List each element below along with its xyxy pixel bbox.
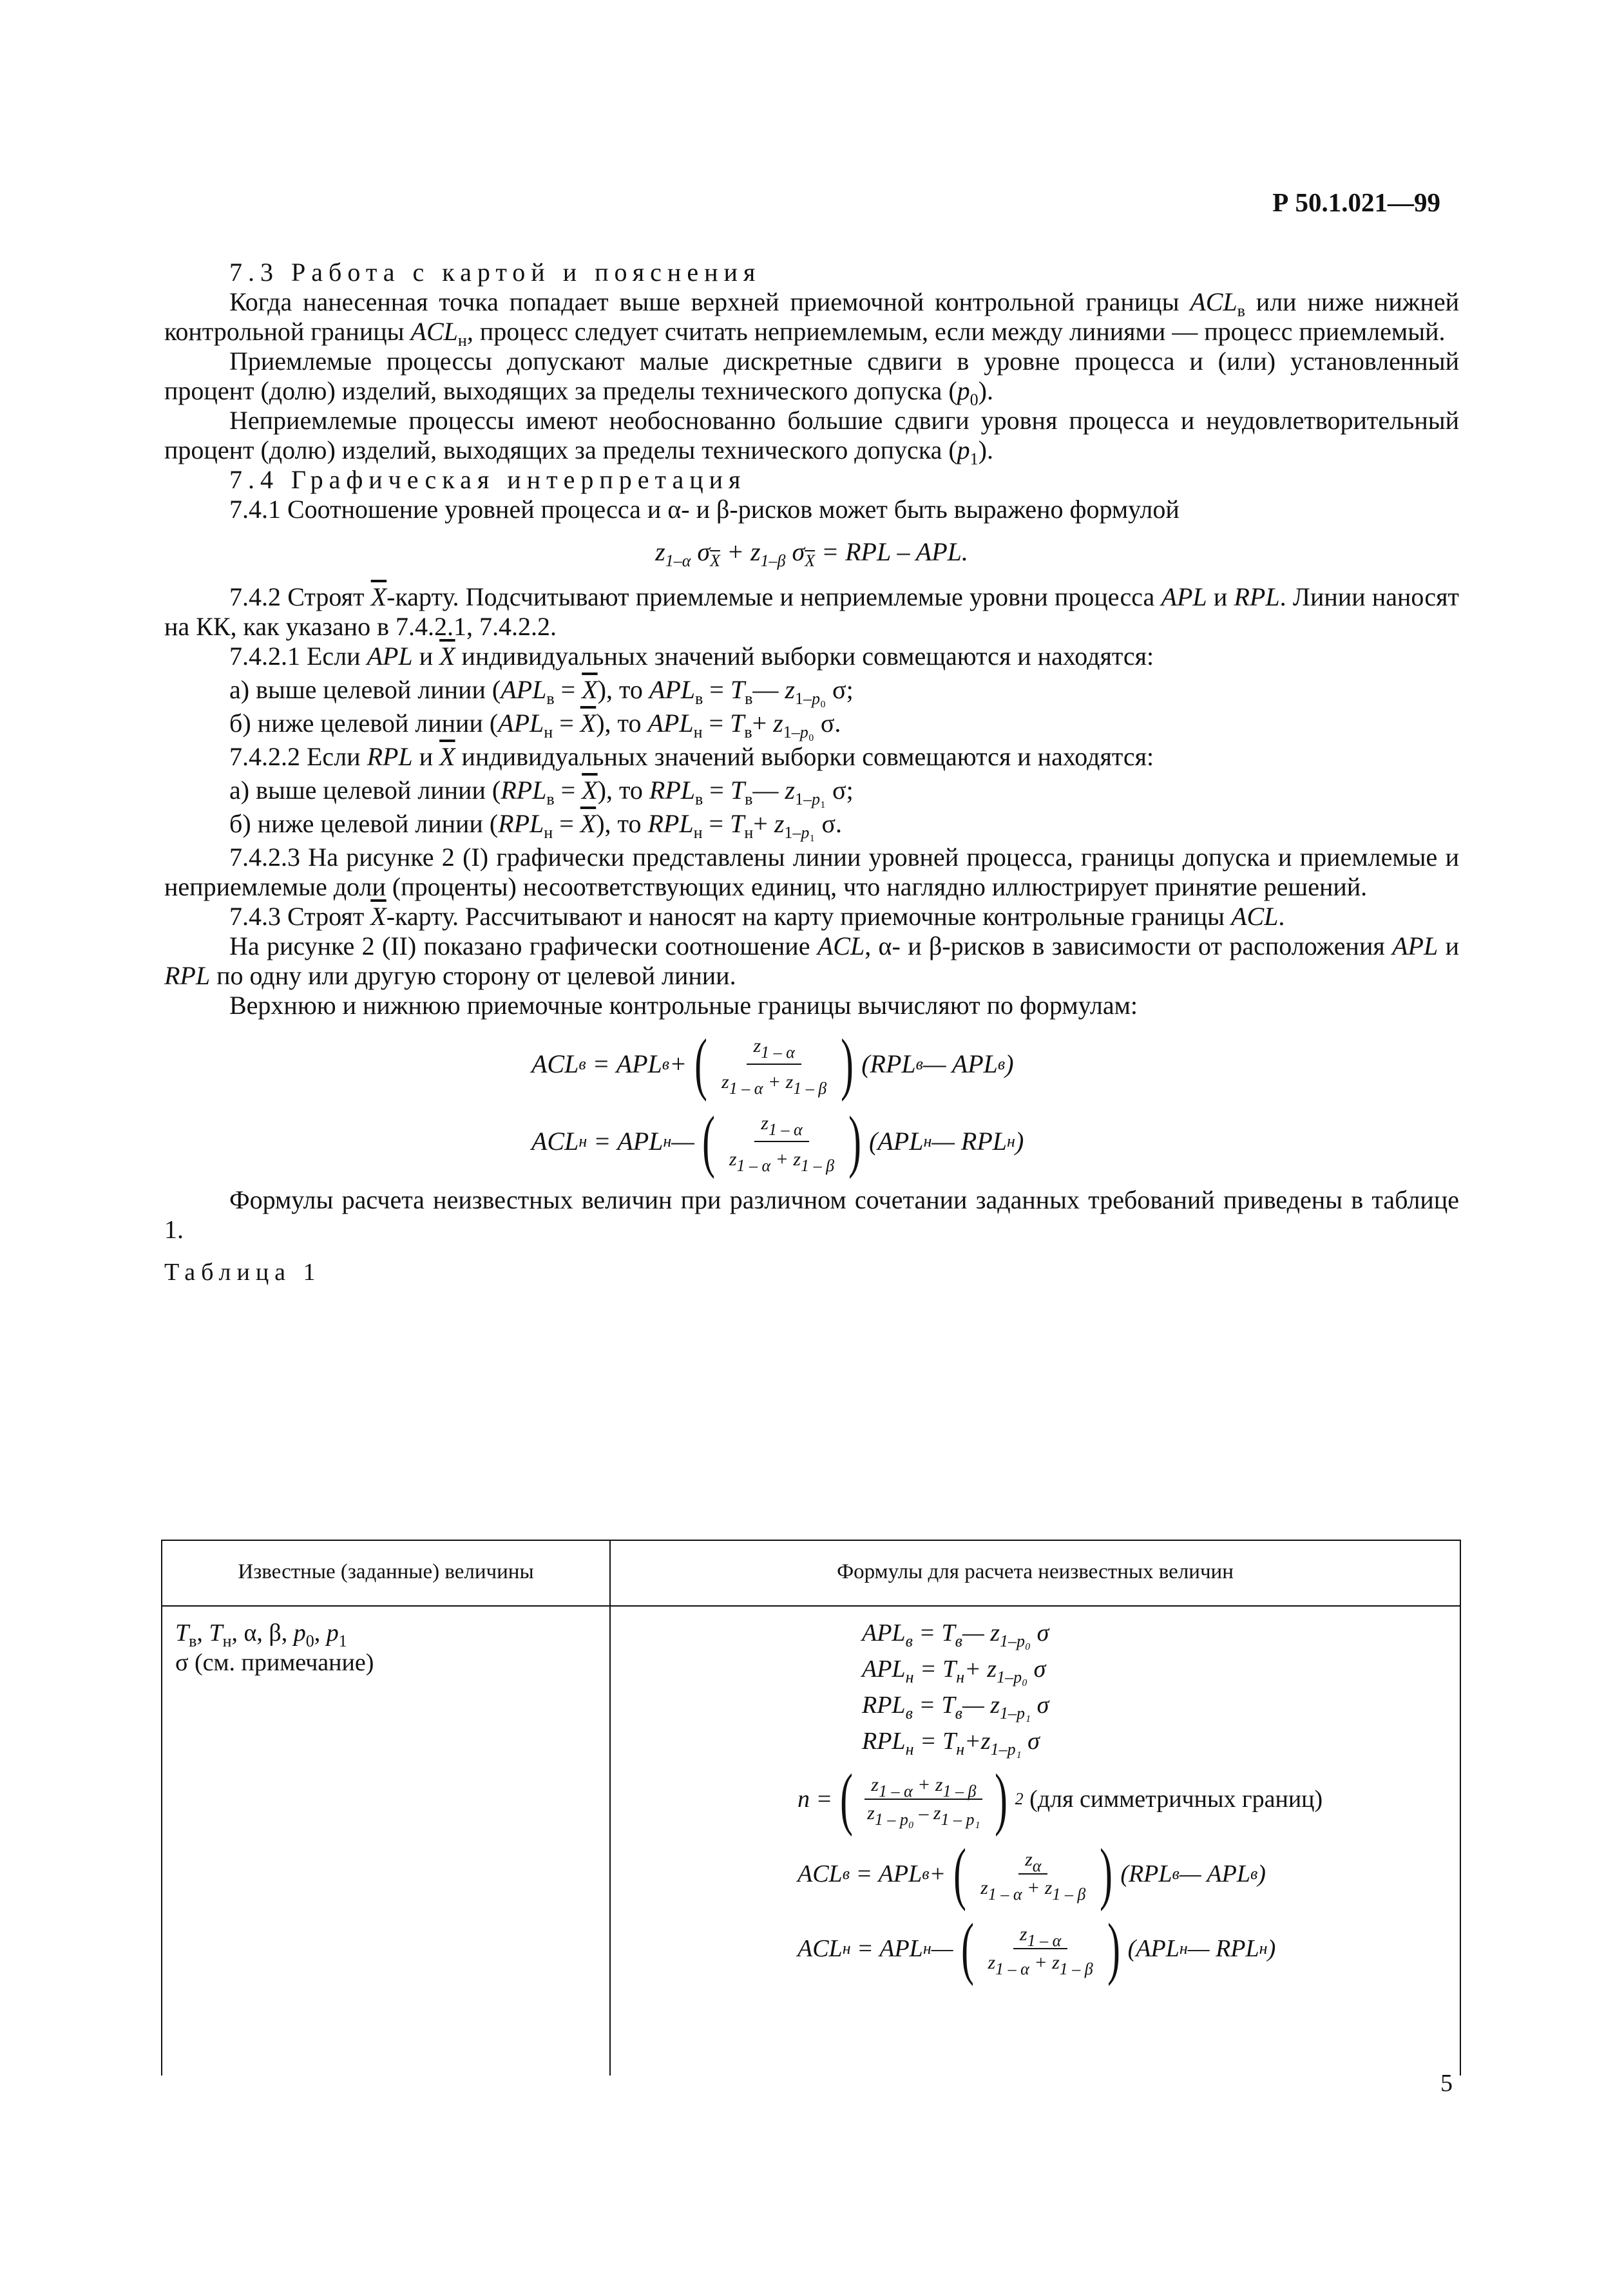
paragraph-7-3-2: Приемлемые процессы допускают малые дискретные сдвиги в уровне процесса и (или) установленный процент (долю) изделий, выходящих за пределы технического допуска $(p_0)$. <box>164 347 1459 409</box>
table-header-formulas: Формулы для расчета неизвестных величин <box>837 1560 1234 1583</box>
paragraph-7-3-1: Когда нанесенная точка попадает выше верхней приемочной контрольной границы $ACL_в$ или ниже нижней контрольной границы $ACL_н$, процесс следует считать неприемлемым, если между линиями — процесс приемлемый. <box>164 287 1459 350</box>
table-formula-sample-size: n = ( $\frac{z_{1 - \alpha} + z_{1 - \beta}}{z_{1 - p_0} - z_{1 - p_1}}$ ) 2 (для симметричных границ) <box>798 1761 1323 1837</box>
paragraph-7-4-2-2: 7.4.2.2 Если RPL и $\overline{X}$ индивидуальных значений выборки совмещаются и находятся: <box>229 742 1154 771</box>
list-item-rpl-below: б) ниже целевой линии $(RPL_н = \overline{X})$, то $RPL_н = T_н+ z_{1-p_1}$ σ. <box>229 809 843 842</box>
paragraph-figure-2: На рисунке 2 (II) показано графически соотношение ACL, α- и β-рисков в зависимости от расположения APL и RPL по одну или другую сторону от целевой линии. <box>164 931 1460 990</box>
known-note: σ (см. примечание) <box>175 1649 374 1676</box>
list-item-apl-above: а) выше целевой линии $(APL_в = \overline{X})$, то $APL_в$ = $T_в—$ $z_{1-p_0}$ σ; <box>229 675 854 708</box>
section-heading-7-3: 7.3 Работа с картой и пояснения <box>229 258 761 287</box>
formula-acl-block <box>531 1026 1459 1179</box>
formula-risk-relation: $z_{1-\alpha}$ $\sigma_{\overline{X}} + z_{1-\beta}$ $\sigma_{\overline{X}}$ = RPL – APL. <box>655 537 968 570</box>
table-formula-acl-upper: ACL в = APL в + ( $\frac{z_\alpha}{z_{1 - \alpha} + z_{1 - \beta}}$ ) (RPL в — APL в ) <box>798 1835 1266 1912</box>
paragraph-7-4-2: 7.4.2 Строят $\overline{X}$-карту. Подсчитывают приемлемые и неприемлемые уровни процесса APL и RPL. Линии наносят на КК, как указано в 7.4.2.1, 7.4.2.2. <box>164 582 1460 641</box>
body-text <box>164 258 1459 1287</box>
paragraph-7-4-2-1: 7.4.2.1 Если APL и $\overline{X}$ индивидуальных значений выборки совмещаются и находятся: <box>229 642 1154 671</box>
table-header-row <box>162 1541 1460 1607</box>
list-item-apl-below: б) ниже целевой линии $(APL_н = \overline{X})$, то $APL_н = T_в+ z_{1-p_0}$ σ. <box>229 709 841 741</box>
table-formula-acl-lower: ACL н = APL н — ( $\frac{z_{1 - \alpha}}{z_{1 - \alpha} + z_{1 - \beta}}$ ) (APL н — RPL н ) <box>798 1910 1276 1987</box>
table-formula-rpl-upper: $RPL_в$ = $T_в—$ $z_{1-p_1}$ σ <box>862 1692 1049 1723</box>
table-header-known: Известные (заданные) величины <box>238 1560 534 1583</box>
document-code: Р 50.1.021—99 <box>1272 187 1440 217</box>
table-cell-known: $T_в$, $T_н$, α, β, $p_0$, $p_1$ σ (см. примечание) <box>175 1619 374 1676</box>
paragraph-limits: Верхнюю и нижнюю приемочные контрольные границы вычисляют по формулам: <box>229 991 1138 1020</box>
table-formula-rpl-lower: $RPL_н = T_н+z_{1-p_1}$ σ <box>862 1728 1040 1759</box>
table-formula-apl-upper: $APL_в$ = $T_в—$ $z_{1-p_0}$ σ <box>862 1619 1049 1650</box>
paragraph-7-4-3: 7.4.3 Строят $\overline{X}$-карту. Рассчитывают и наносят на карту приемочные контрольные границы ACL. <box>229 902 1285 931</box>
table-title: Таблица 1 <box>164 1259 321 1286</box>
formula-table <box>161 1540 1461 2076</box>
section-heading-7-4: 7.4 Графическая интерпретация <box>229 465 747 494</box>
table-cell-formulas <box>611 1615 1460 1989</box>
paragraph-table-reference: Формулы расчета неизвестных величин при различном сочетании заданных требований приведены в таблице 1. <box>164 1185 1459 1244</box>
paragraph-7-4-2-3: 7.4.2.3 На рисунке 2 (I) графически представлены линии уровней процесса, границы допуска и приемлемые и неприемлемые доли (проценты) несоответствующих единиц, что наглядно иллюстрирует принятие решений. <box>164 843 1459 901</box>
page-number: 5 <box>1440 2070 1453 2097</box>
paragraph-7-4-1: 7.4.1 Соотношение уровней процесса и α- и β-рисков может быть выражено формулой <box>229 495 1180 524</box>
list-item-rpl-above: а) выше целевой линии $(RPL_в = \overline{X})$, то $RPL_в$ = $T_в—$ $z_{1-p_1}$ σ; <box>229 776 854 808</box>
table-formula-apl-lower: $APL_н = T_н+ z_{1-p_0}$ σ <box>862 1656 1046 1686</box>
paragraph-7-3-3: Неприемлемые процессы имеют необоснованно большие сдвиги уровня процесса и неудовлетворительный процент (долю) изделий, выходящих за пределы технического допуска $(p_1)$. <box>164 406 1459 468</box>
formula-acl-lower: ACL н = APL н — ( $\frac{z_{1 - \alpha}}{z_{1 - \alpha} + z_{1 - \beta}}$ ) (APL н — RPL н ) <box>531 1103 1024 1179</box>
formula-acl-upper: ACL в = APL в + ( $\frac{z_{1 - \alpha}}{z_{1 - \alpha} + z_{1 - \beta}}$ ) (RPL в — APL в ) <box>531 1026 1014 1102</box>
